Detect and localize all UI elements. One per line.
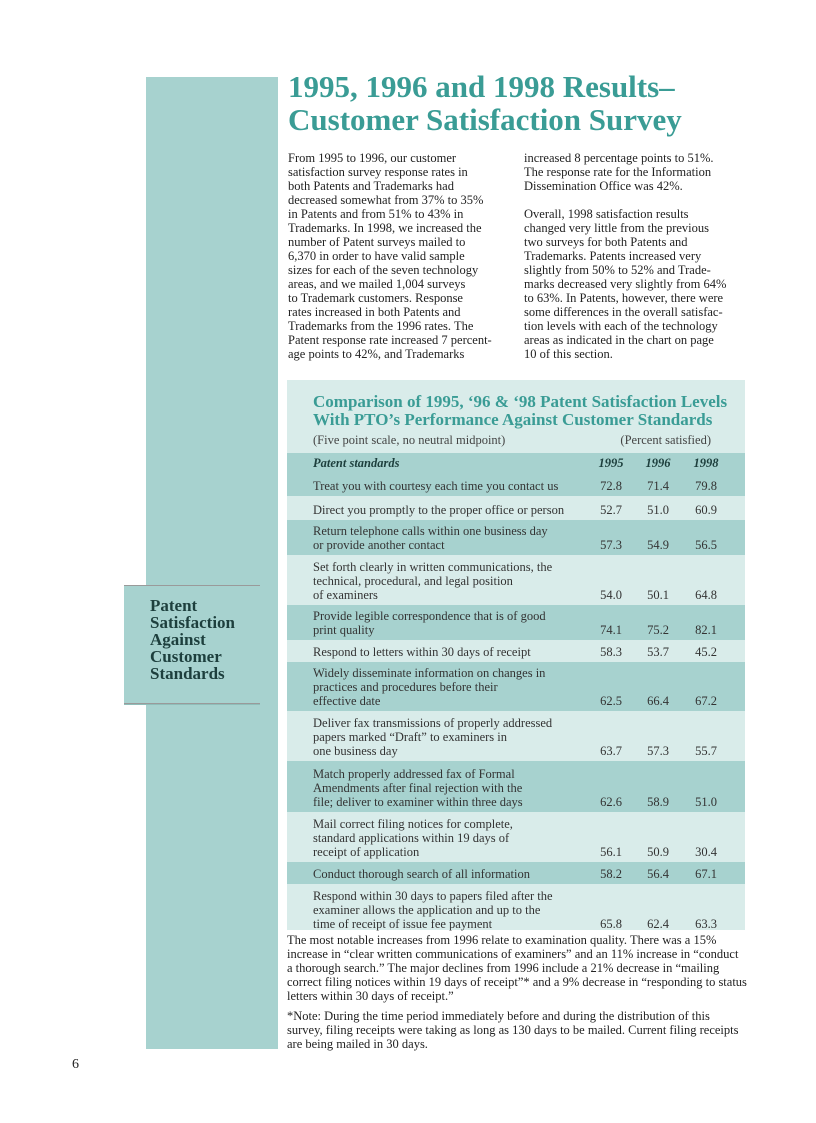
- row-value-1996: 50.9: [647, 845, 669, 859]
- row-value-1996: 56.4: [647, 867, 669, 881]
- row-value-1998: 67.1: [695, 867, 717, 881]
- row-value-1996: 51.0: [647, 503, 669, 517]
- table-row: [287, 555, 745, 605]
- row-label: Set forth clearly in written communications, the technical, procedural, and legal position of examiners: [313, 560, 553, 602]
- table-notes: [313, 433, 721, 448]
- table-row: [287, 862, 745, 884]
- row-label: Deliver fax transmissions of properly addressed papers marked “Draft” to examiners in one business day: [313, 716, 553, 758]
- row-value-1995: 62.5: [600, 694, 622, 708]
- row-label: Conduct thorough search of all information: [313, 867, 530, 881]
- header-year-1996: 1996: [645, 456, 671, 470]
- row-value-1996: 62.4: [647, 917, 669, 931]
- row-value-1998: 30.4: [695, 845, 717, 859]
- table-row: [287, 640, 745, 662]
- intro-paragraph-left: From 1995 to 1996, our customer satisfaction survey response rates in both Patents and Trademarks had decreased somewhat from 37% to 35% in Patents and from 51% to 43% in Trademarks. In 1998, we increased the number of Patent surveys mailed to 6,370 in order to have valid sample sizes for each of the seven technology areas, and we mailed 1,004 surveys to Trademark customers. Response rates increased in both Patents and Trademarks from the 1996 rates. The Patent response rate increased 7 percent- age points to 42%, and Trademarks: [288, 151, 492, 361]
- row-label: Return telephone calls within one business day or provide another contact: [313, 524, 548, 552]
- row-value-1998: 51.0: [695, 795, 717, 809]
- row-value-1998: 82.1: [695, 623, 717, 637]
- percent-note: (Percent satisfied): [620, 433, 711, 447]
- row-label: Direct you promptly to the proper office or person: [313, 503, 565, 517]
- header-year-1998: 1998: [693, 456, 719, 470]
- row-value-1998: 45.2: [695, 645, 717, 659]
- intro-column-right: [524, 151, 736, 375]
- row-value-1995: 52.7: [600, 503, 622, 517]
- sidebar-band: [146, 77, 278, 1049]
- row-label: Respond to letters within 30 days of receipt: [313, 645, 531, 659]
- row-label: Match properly addressed fax of Formal Amendments after final rejection with the file; deliver to examiner within three days: [313, 767, 523, 809]
- header-year-1995: 1995: [598, 456, 624, 470]
- row-label: Mail correct filing notices for complete, standard applications within 19 days of receipt of application: [313, 817, 513, 859]
- table-row: [287, 496, 745, 520]
- table-row: [287, 812, 745, 862]
- row-value-1996: 57.3: [647, 744, 669, 758]
- intro-paragraph-right-1: increased 8 percentage points to 51%. The response rate for the Information Dissemination Office was 42%.: [524, 151, 714, 193]
- row-value-1995: 74.1: [600, 623, 622, 637]
- row-value-1996: 54.9: [647, 538, 669, 552]
- row-value-1995: 54.0: [600, 588, 622, 602]
- row-value-1998: 64.8: [695, 588, 717, 602]
- row-value-1995: 65.8: [600, 917, 622, 931]
- intro-column-left: [288, 151, 500, 375]
- table-row: [287, 520, 745, 555]
- row-value-1996: 58.9: [647, 795, 669, 809]
- row-value-1995: 62.6: [600, 795, 622, 809]
- table-title: Comparison of 1995, ‘96 & ‘98 Patent Satisfaction Levels With PTO’s Performance Against Customer Standards: [313, 392, 728, 429]
- row-value-1996: 75.2: [647, 623, 669, 637]
- row-value-1995: 58.3: [600, 645, 622, 659]
- row-value-1995: 63.7: [600, 744, 622, 758]
- table-row: [287, 761, 745, 812]
- note-paragraph: *Note: During the time period immediately before and during the distribution of this survey, filing receipts were taking as long as 130 days to be mailed. Current filing receipts are being mailed in 30 days.: [287, 1009, 739, 1051]
- table-row: [287, 605, 745, 640]
- row-value-1998: 60.9: [695, 503, 717, 517]
- row-value-1995: 56.1: [600, 845, 622, 859]
- table-row: [287, 711, 745, 761]
- page-title: 1995, 1996 and 1998 Results– Customer Satisfaction Survey: [288, 69, 682, 137]
- scale-note: (Five point scale, no neutral midpoint): [313, 433, 506, 447]
- row-value-1996: 50.1: [647, 588, 669, 602]
- row-label: Widely disseminate information on changes in practices and procedures before their effective date: [313, 666, 546, 708]
- table-row: [287, 884, 745, 934]
- callout-rule-bottom: [124, 703, 260, 704]
- row-value-1995: 57.3: [600, 538, 622, 552]
- row-label: Respond within 30 days to papers filed after the examiner allows the application and up to the time of receipt of issue fee payment: [313, 889, 553, 931]
- sidebar-label: Patent Satisfaction Against Customer Standards: [150, 596, 235, 683]
- callout-rule-top: [124, 585, 260, 586]
- row-value-1998: 56.5: [695, 538, 717, 552]
- row-value-1998: 63.3: [695, 917, 717, 931]
- row-value-1998: 55.7: [695, 744, 717, 758]
- row-value-1996: 66.4: [647, 694, 669, 708]
- row-value-1996: 53.7: [647, 645, 669, 659]
- table-row: [287, 662, 745, 711]
- row-value-1995: 58.2: [600, 867, 622, 881]
- intro-paragraph-right-2: Overall, 1998 satisfaction results changed very little from the previous two surveys for both Patents and Trademarks. Patents increased very slightly from 50% to 52% and Trade- marks decreased very slightly from 64% to 63%. In Patents, however, there were some differences in the overall satisfac- tion levels with each of the technology areas as indicated in the chart on page 10 of this section.: [524, 207, 727, 361]
- summary-paragraph: The most notable increases from 1996 relate to examination quality. There was a 15% increase in “clear written communications of examiners” and an 11% increase in “conduct a thorough search.” The major declines from 1996 include a 21% decrease in “mailing correct filing notices within 19 days of receipt”* and a 9% decrease in “responding to status letters within 30 days of receipt.”: [287, 933, 747, 1003]
- page-number: 6: [72, 1057, 79, 1072]
- row-value-1996: 71.4: [647, 479, 669, 493]
- table-body: [287, 472, 745, 934]
- summary-text: [287, 933, 747, 1057]
- row-value-1998: 79.8: [695, 479, 717, 493]
- table-header-row: [287, 453, 745, 472]
- row-label: Treat you with courtesy each time you contact us: [313, 479, 559, 493]
- row-value-1995: 72.8: [600, 479, 622, 493]
- row-label: Provide legible correspondence that is of good print quality: [313, 609, 546, 637]
- table-row: [287, 472, 745, 496]
- header-label: Patent standards: [313, 456, 400, 470]
- row-value-1998: 67.2: [695, 694, 717, 708]
